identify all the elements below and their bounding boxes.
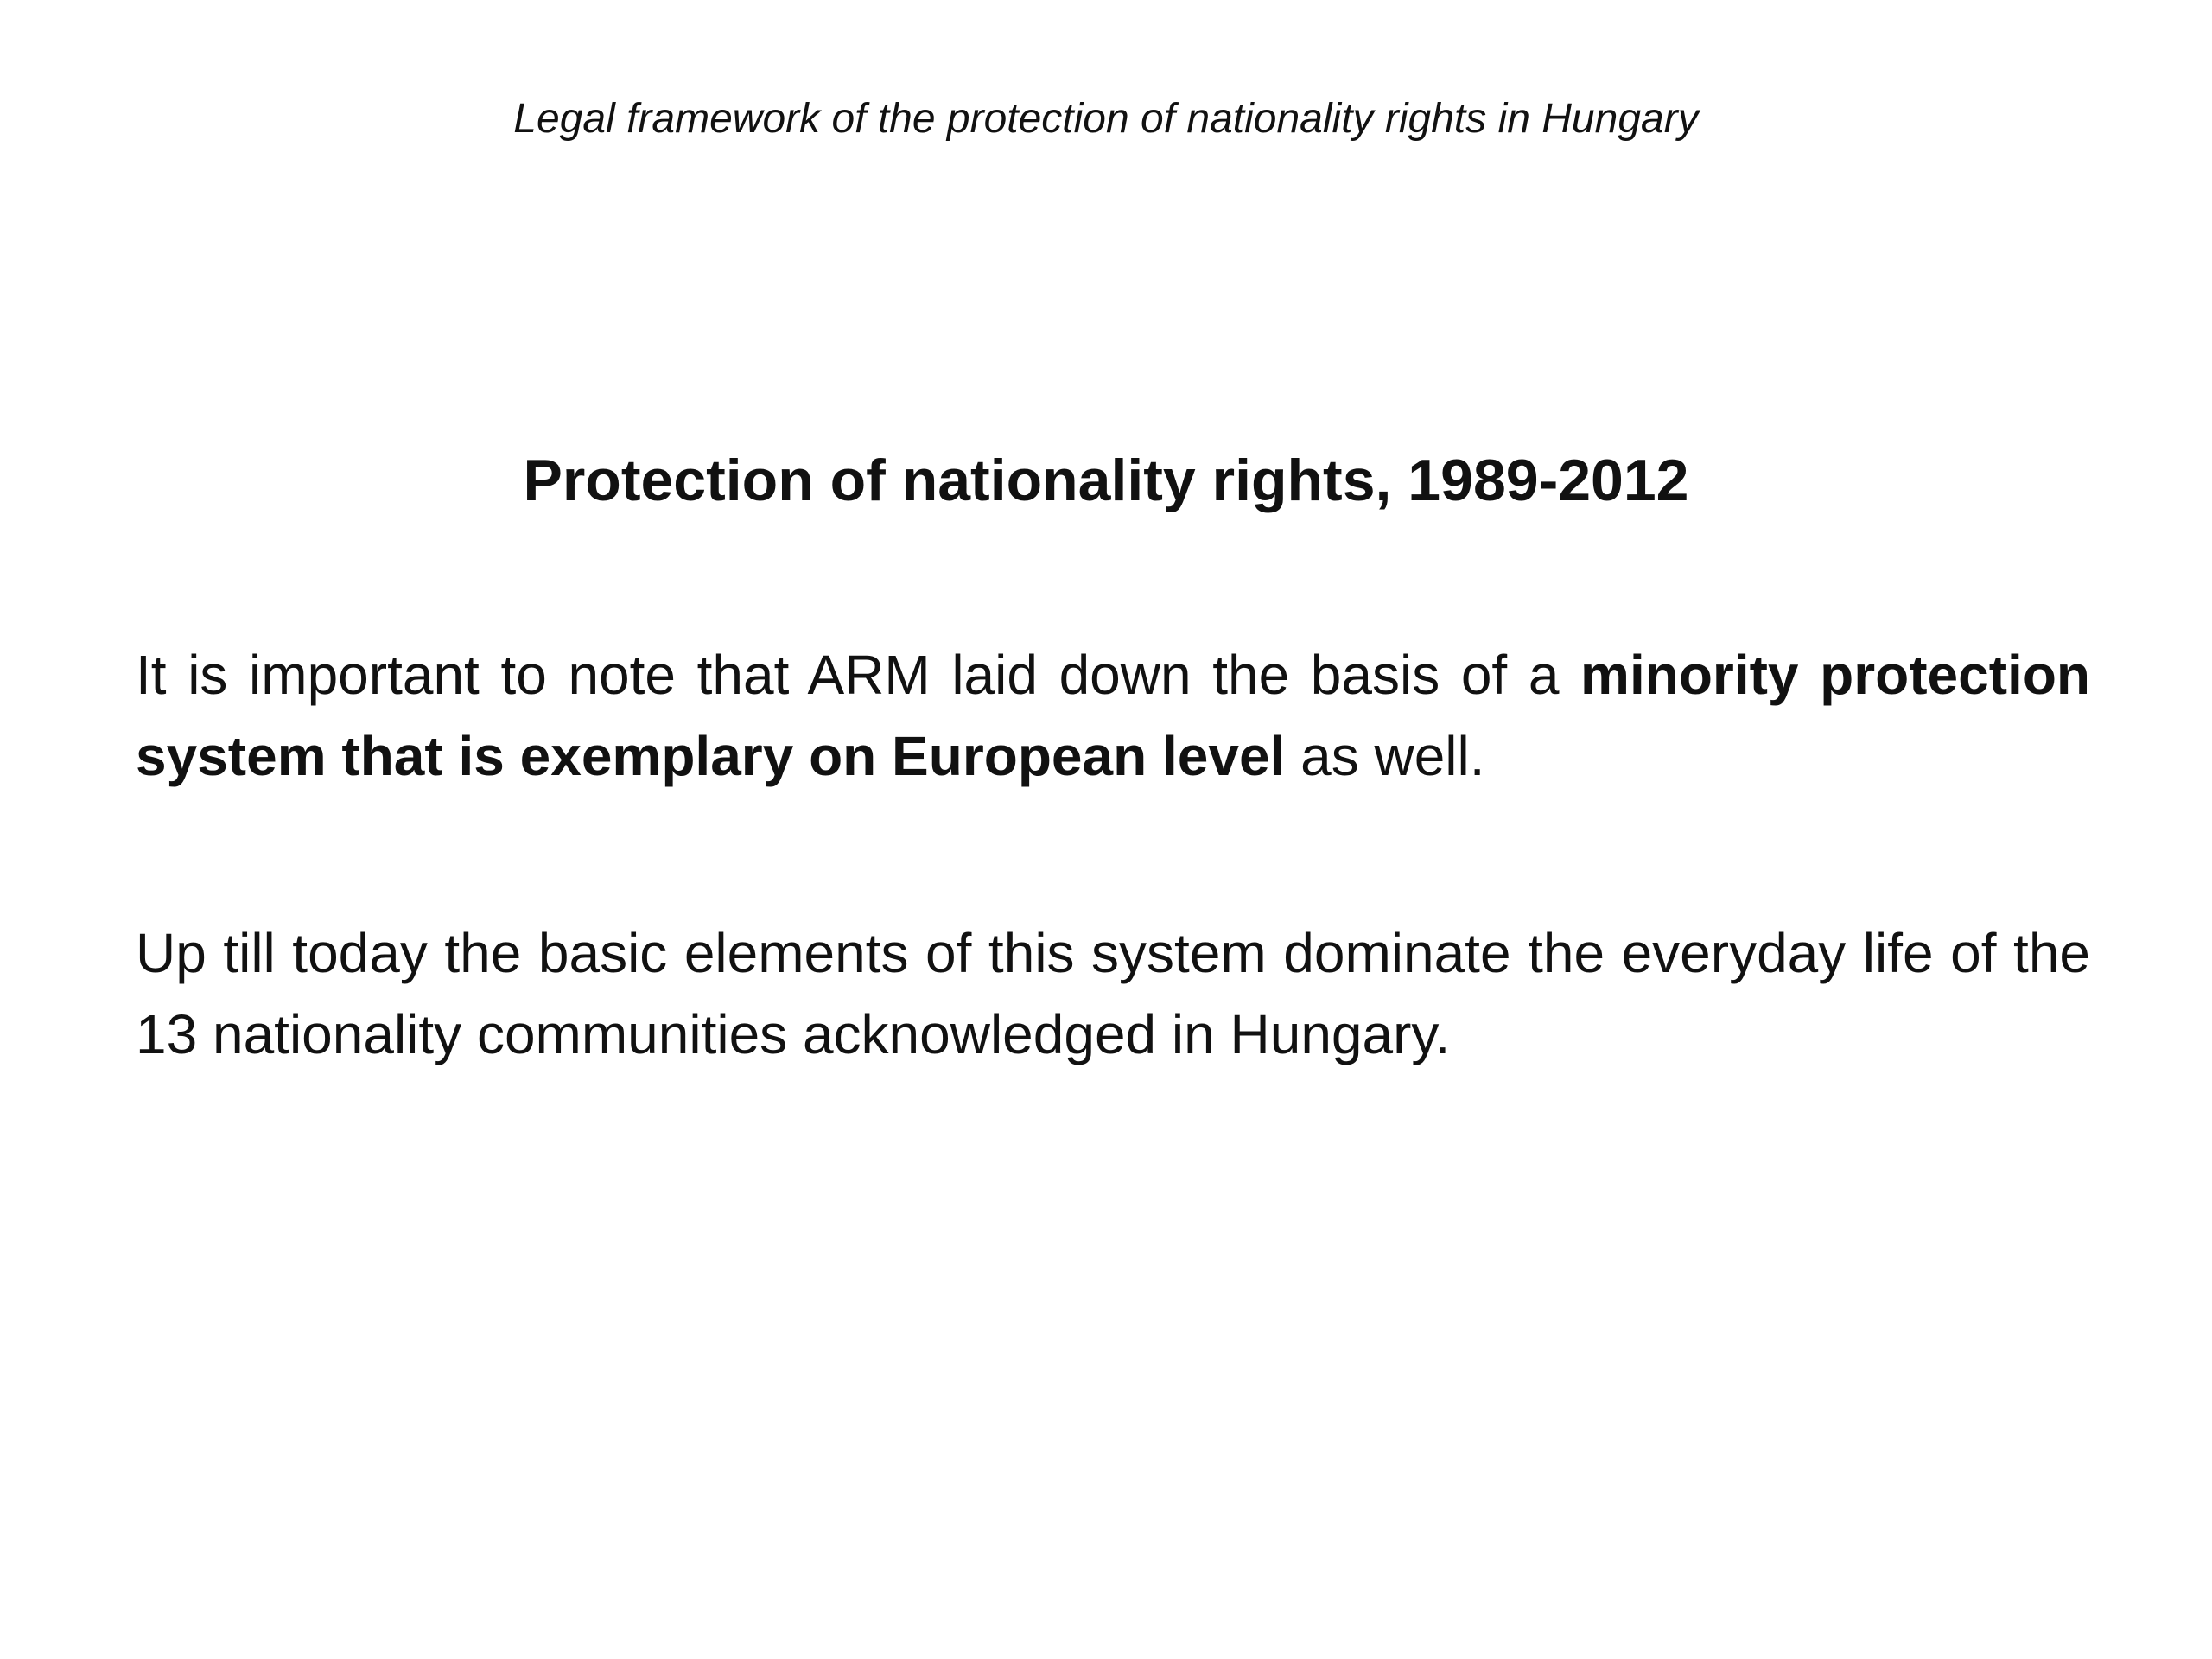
slide-header: Legal framework of the protection of nationality rights in Hungary [513, 96, 1699, 142]
paragraph-1-tail: as well. [1285, 725, 1485, 787]
paragraph-2: Up till today the basic elements of this system dominate the everyday life of the 13 nationality communities acknowledged in Hungary. [136, 922, 2090, 1065]
paragraph-1 [136, 634, 2090, 797]
paragraph-1-lead: It is important to note that ARM laid down the basis of a [136, 644, 1581, 706]
slide-title: Protection of nationality rights, 1989-2012 [523, 448, 1689, 513]
paragraph-1-emphasis: minority protection system that is exemplary on European level [136, 644, 2090, 787]
